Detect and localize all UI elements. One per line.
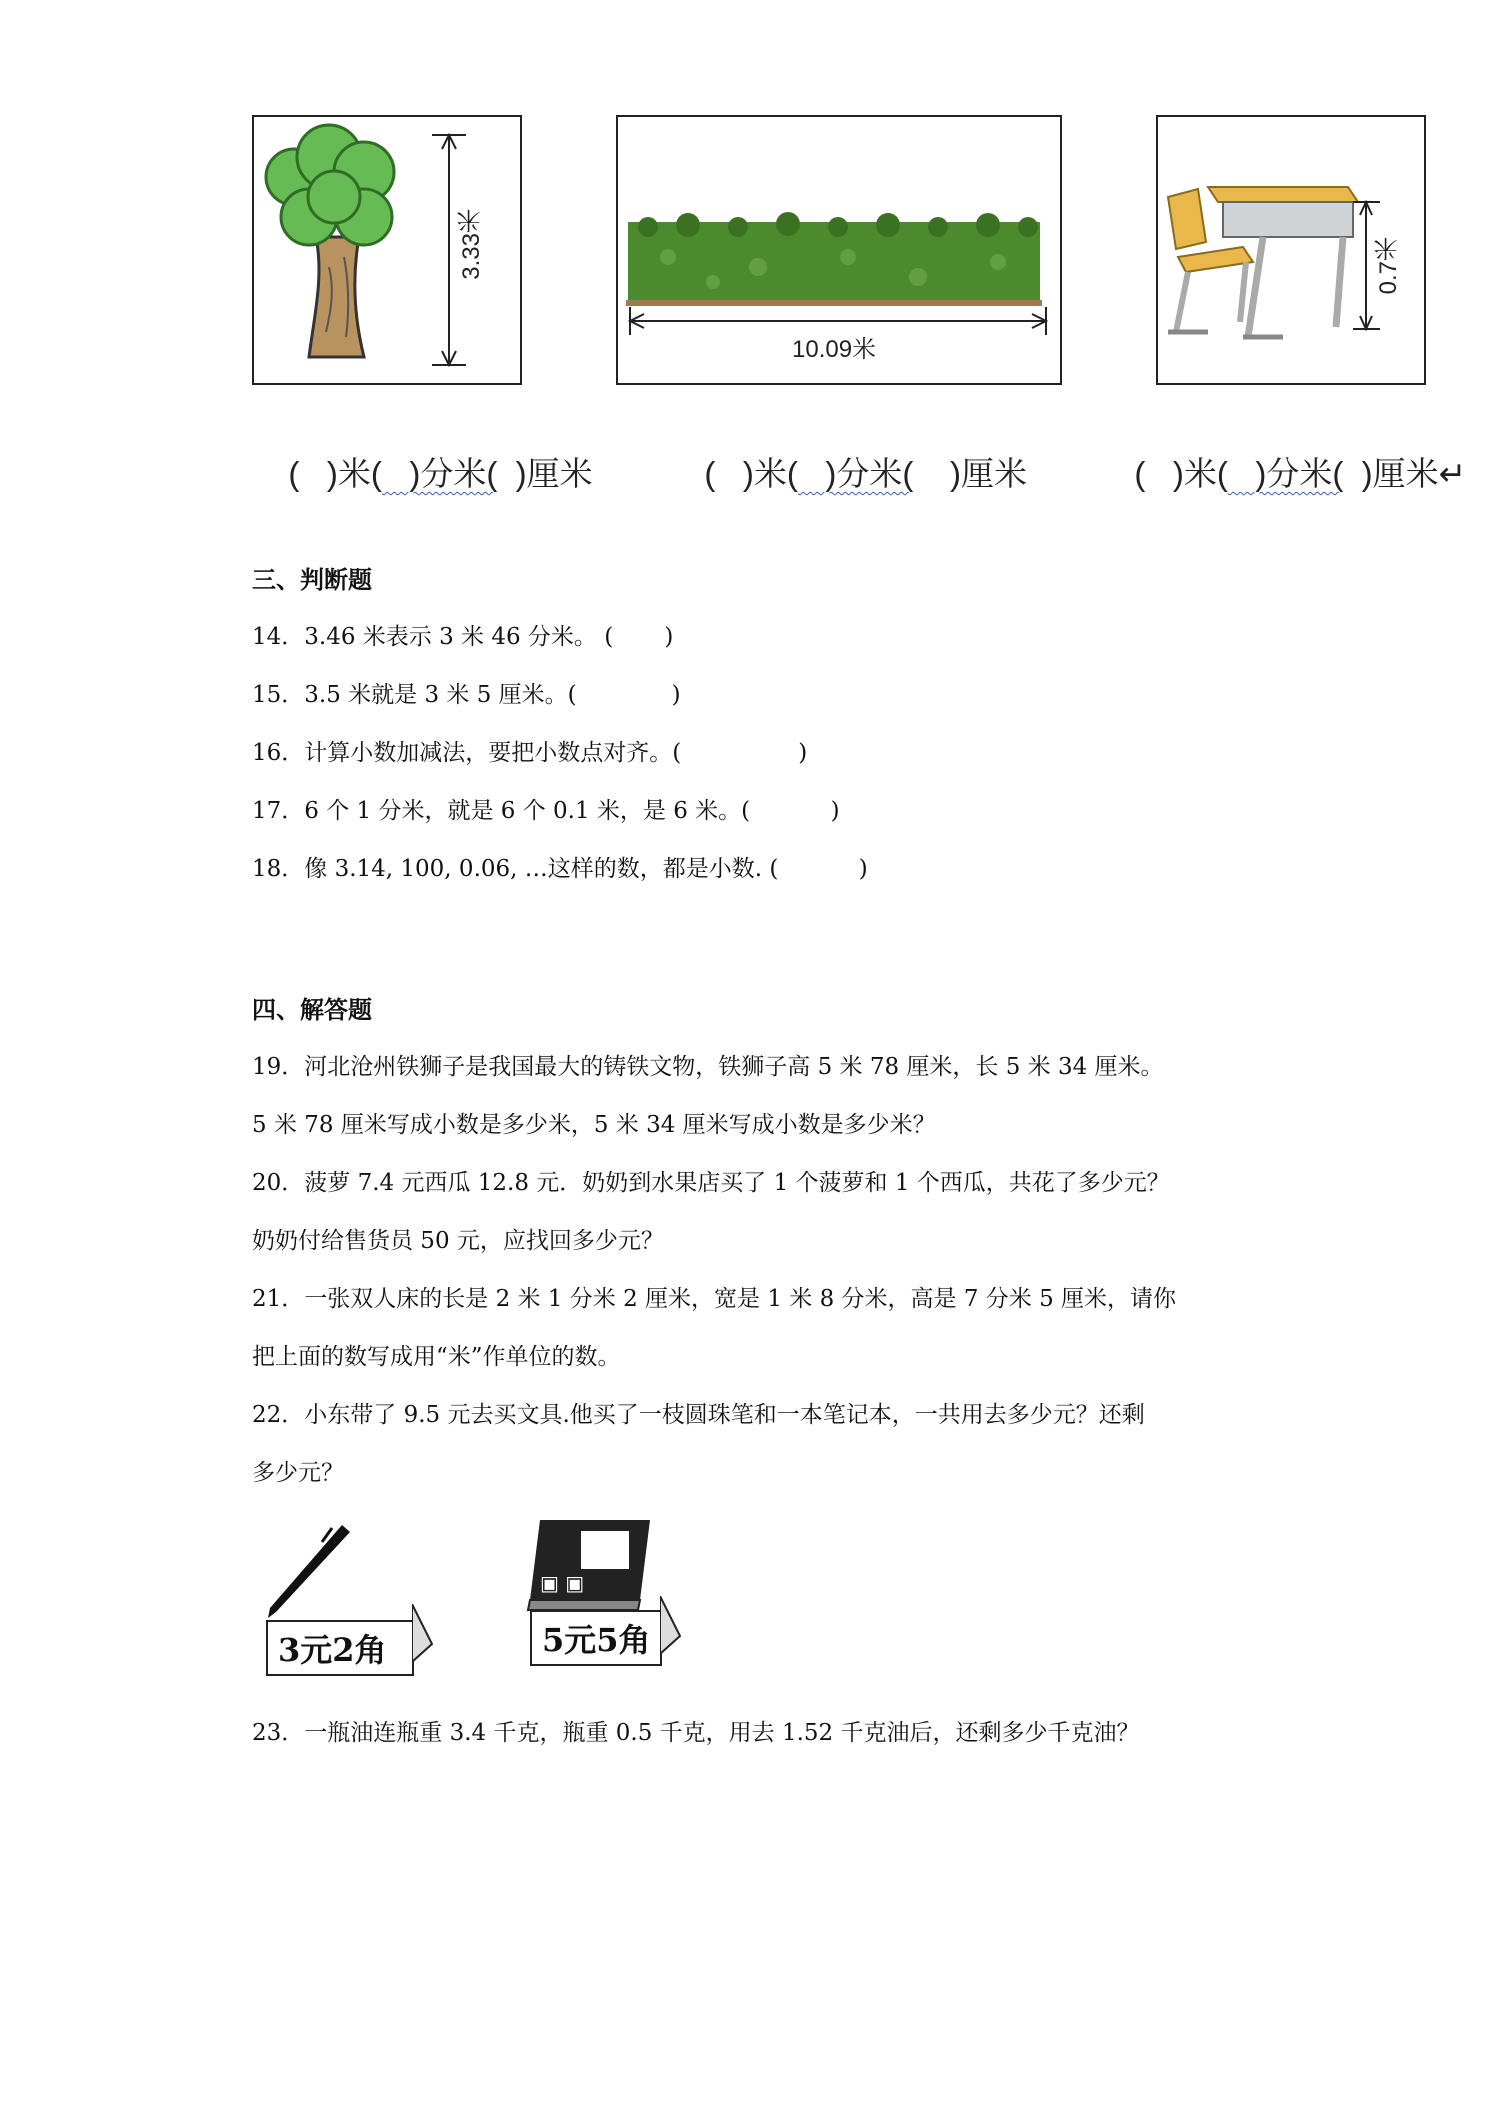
question-15: 15．3.5 米就是 3 米 5 厘米。( ) xyxy=(252,682,681,708)
tree-measure: 3.33米 xyxy=(458,209,485,280)
question-22-line1: 22．小东带了 9.5 元去买文具.他买了一枝圆珠笔和一本笔记本，一共用去多少元？还剩 xyxy=(252,1402,1145,1428)
meter-blank[interactable]: )米( xyxy=(299,455,382,492)
tree-figure xyxy=(252,115,522,385)
decimeter-blank[interactable]: )分米( xyxy=(381,455,498,492)
question-23: 23．一瓶油连瓶重 3.4 千克，瓶重 0.5 千克，用去 1.52 千克油后，还剩多少千克油？ xyxy=(252,1720,1140,1746)
pen-price-tag xyxy=(266,1620,414,1676)
section3-title: 三、判断题 xyxy=(252,566,372,594)
section4-title: 四、解答题 xyxy=(252,996,372,1024)
question-17: 17．6 个 1 分米，就是 6 个 0.1 米，是 6 米。( ) xyxy=(252,798,840,824)
question-19-line2: 5 米 78 厘米写成小数是多少米，5 米 34 厘米写成小数是多少米？ xyxy=(252,1112,936,1138)
fill-row-desk xyxy=(1116,410,1466,495)
centimeter-blank[interactable]: )厘米 xyxy=(497,455,593,492)
tag-flap xyxy=(660,1596,682,1656)
question-20-line1: 20．菠萝 7.4 元西瓜 12.8 元．奶奶到水果店买了 1 个菠萝和 1 个西瓜，共花了多少元？ xyxy=(252,1170,1170,1196)
svg-text:▣ ▣: ▣ ▣ xyxy=(540,1571,585,1595)
centimeter-blank[interactable]: )厘米↵ xyxy=(1343,455,1467,492)
paren-open: ( xyxy=(704,455,716,492)
hedge-measure: 10.09米 xyxy=(792,336,877,363)
notebook-icon xyxy=(520,1510,660,1620)
paren-open: ( xyxy=(1134,455,1146,492)
tag-flap xyxy=(412,1604,434,1664)
hedge-figure xyxy=(616,115,1062,385)
pen-price: 3元2角 xyxy=(278,1631,387,1669)
question-16: 16．计算小数加减法，要把小数点对齐。( ) xyxy=(252,740,808,766)
meter-blank[interactable]: )米( xyxy=(715,455,798,492)
question-21-line1: 21．一张双人床的长是 2 米 1 分米 2 厘米，宽是 1 米 8 分米，高是 7 分米 5 厘米，请你 xyxy=(252,1286,1177,1312)
decimeter-blank[interactable]: )分米( xyxy=(797,455,914,492)
fill-row-hedge xyxy=(686,410,1027,495)
centimeter-blank[interactable]: )厘米 xyxy=(913,455,1027,492)
question-19-line1: 19．河北沧州铁狮子是我国最大的铸铁文物，铁狮子高 5 米 78 厘米，长 5 米 34 厘米。 xyxy=(252,1054,1164,1080)
question-14: 14．3.46 米表示 3 米 46 分米。 ( ) xyxy=(252,624,674,650)
meter-blank[interactable]: )米( xyxy=(1145,455,1228,492)
decimeter-blank[interactable]: )分米( xyxy=(1227,455,1344,492)
notebook-price-tag xyxy=(530,1610,662,1666)
fill-row-tree xyxy=(270,410,593,495)
question-21-line2: 把上面的数写成用“米”作单位的数。 xyxy=(252,1344,621,1370)
notebook-price: 5元5角 xyxy=(542,1621,651,1659)
question-20-line2: 奶奶付给售货员 50 元，应找回多少元？ xyxy=(252,1228,664,1254)
desk-figure xyxy=(1156,115,1426,385)
question-22-line2: 多少元？ xyxy=(252,1460,344,1486)
paren-open: ( xyxy=(288,455,300,492)
desk-measure: 0.7米 xyxy=(1375,237,1402,295)
pen-icon xyxy=(262,1520,352,1620)
question-18: 18．像 3.14, 100, 0.06, …这样的数，都是小数. ( ) xyxy=(252,856,868,882)
